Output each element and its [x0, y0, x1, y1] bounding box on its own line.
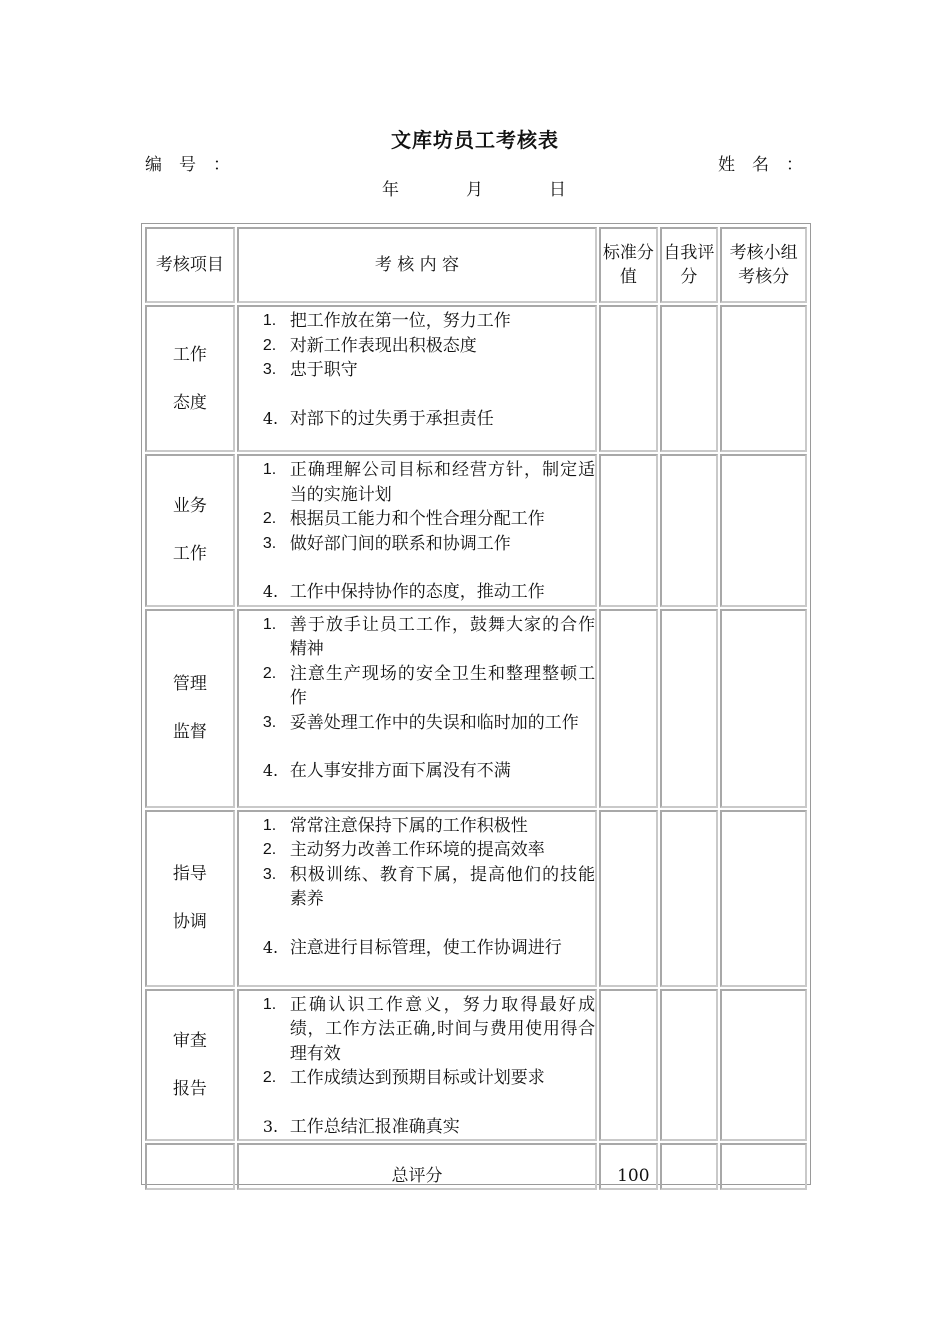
item-number: 2. [262, 664, 277, 682]
category-label: 管理 [172, 674, 207, 694]
item-text: 常常注意保持下属的工作积极性 [289, 815, 528, 836]
category-label: 监督 [172, 722, 207, 742]
item-text: 工作总结汇报准确真实 [289, 1116, 460, 1137]
date-year-label: 年 [382, 180, 399, 200]
group-score-cell[interactable] [720, 810, 807, 987]
item-number: 4. [262, 937, 279, 957]
item-text: 主动努力改善工作环境的提高效率 [289, 840, 545, 860]
item-number: 2. [262, 841, 277, 858]
category-label: 业务 [172, 496, 207, 517]
criteria-list [263, 993, 595, 1140]
list-item [263, 759, 595, 784]
criteria-list [263, 458, 595, 605]
item-number: 4. [262, 408, 279, 428]
item-text: 正确认识工作意义，努力取得最好成绩，工作方法正确,时间与费用使用得合理有效 [289, 994, 596, 1064]
item-text: 积极训练、教育下属，提高他们的技能素养 [289, 864, 596, 909]
item-number: 1. [262, 461, 277, 478]
item-number: 3. [262, 534, 277, 552]
list-item [263, 863, 595, 912]
group-score-cell[interactable] [720, 989, 807, 1142]
self-score-cell[interactable] [660, 305, 719, 452]
item-number: 4. [262, 582, 279, 601]
total-score: 100 [599, 1143, 658, 1190]
standard-score-cell [599, 609, 658, 808]
item-number: 1. [262, 312, 277, 329]
group-score-total-cell[interactable] [720, 1143, 807, 1190]
self-score-total-cell[interactable] [660, 1143, 719, 1190]
standard-score-cell [599, 989, 658, 1142]
item-number: 1. [262, 816, 277, 834]
category-label: 工作 [172, 544, 207, 565]
list-item [263, 309, 595, 334]
item-number: 3. [262, 713, 277, 731]
list-item [263, 613, 595, 662]
item-text: 工作成绩达到预期目标或计划要求 [289, 1068, 545, 1088]
list-item [263, 580, 595, 605]
list-item [263, 711, 595, 736]
item-text: 工作中保持协作的态度，推动工作 [289, 582, 545, 602]
standard-score-cell [599, 810, 658, 987]
list-item [263, 532, 595, 557]
item-number: 3. [262, 1116, 279, 1136]
list-item [263, 458, 595, 507]
table-row [145, 305, 807, 452]
criteria-list [263, 814, 595, 961]
content-cell [237, 810, 597, 987]
category-label: 指导 [172, 864, 207, 884]
category-cell [145, 305, 235, 452]
col-header-category: 考核项目 [145, 227, 235, 303]
item-text: 对新工作表现出积极态度 [289, 335, 477, 356]
criteria-list [263, 613, 595, 784]
content-cell [237, 305, 597, 452]
item-text: 根据员工能力和个性合理分配工作 [289, 509, 545, 529]
self-score-cell[interactable] [660, 810, 719, 987]
item-number: 2. [262, 336, 277, 354]
category-cell [145, 810, 235, 987]
group-score-cell[interactable] [720, 454, 807, 607]
date-month-label: 月 [466, 180, 483, 200]
item-text: 在人事安排方面下属没有不满 [289, 761, 511, 781]
item-text: 做好部门间的联系和协调工作 [289, 533, 511, 554]
standard-score-cell [599, 305, 658, 452]
table-row [145, 609, 807, 808]
item-number: 3. [262, 361, 277, 378]
list-item [263, 334, 595, 359]
list-item [263, 993, 595, 1067]
number-label: 编 号 ： [145, 155, 230, 175]
page-title: 文库坊员工考核表 [391, 128, 559, 152]
item-number: 1. [262, 615, 277, 633]
category-cell [145, 989, 235, 1142]
item-text: 忠于职守 [289, 360, 358, 380]
col-header-standard-score: 标准分值 [599, 227, 658, 303]
item-text: 善于放手让员工工作，鼓舞大家的合作精神 [289, 614, 596, 659]
item-text: 妥善处理工作中的失误和临时加的工作 [289, 712, 579, 733]
list-item [263, 358, 595, 383]
item-text: 把工作放在第一位，努力工作 [289, 311, 511, 331]
list-item [263, 662, 595, 711]
col-header-self-score: 自我评分 [660, 227, 719, 303]
self-score-cell[interactable] [660, 609, 719, 808]
list-item [263, 507, 595, 532]
item-text: 对部下的过失勇于承担责任 [289, 408, 494, 429]
item-number: 2. [262, 1069, 277, 1086]
item-number: 2. [262, 510, 277, 527]
item-number: 1. [262, 995, 277, 1013]
col-header-content: 考 核 内 容 [237, 227, 597, 303]
table-row [145, 810, 807, 987]
name-label: 姓 名 ： [718, 155, 803, 175]
date-day-label: 日 [549, 180, 566, 200]
list-item [263, 407, 595, 432]
total-blank-cell [145, 1143, 235, 1190]
table-row [145, 989, 807, 1142]
category-label: 报告 [172, 1078, 207, 1099]
category-cell [145, 454, 235, 607]
item-text: 正确理解公司目标和经营方针，制定适当的实施计划 [289, 460, 596, 505]
total-row [145, 1143, 807, 1190]
group-score-cell[interactable] [720, 305, 807, 452]
col-header-group-score: 考核小组考核分 [720, 227, 807, 303]
total-label: 总评分 [237, 1143, 597, 1190]
group-score-cell[interactable] [720, 609, 807, 808]
item-text: 注意进行目标管理，使工作协调进行 [289, 937, 562, 958]
content-cell [237, 454, 597, 607]
table-header-row [145, 227, 807, 303]
list-item [263, 1115, 595, 1140]
category-cell [145, 609, 235, 808]
item-number: 3. [262, 865, 277, 883]
self-score-cell[interactable] [660, 989, 719, 1142]
list-item [263, 1066, 595, 1091]
item-text: 注意生产现场的安全卫生和整理整顿工作 [289, 663, 596, 708]
category-label: 工作 [172, 344, 207, 365]
category-label: 态度 [172, 392, 207, 413]
criteria-list [263, 309, 595, 431]
list-item [263, 814, 595, 839]
content-cell [237, 609, 597, 808]
category-label: 审查 [172, 1030, 207, 1051]
assessment-table [143, 225, 809, 1192]
standard-score-cell [599, 454, 658, 607]
content-cell [237, 989, 597, 1142]
table-row [145, 454, 807, 607]
item-number: 4. [262, 761, 279, 780]
category-label: 协调 [172, 912, 207, 932]
self-score-cell[interactable] [660, 454, 719, 607]
list-item [263, 838, 595, 863]
list-item [263, 936, 595, 961]
